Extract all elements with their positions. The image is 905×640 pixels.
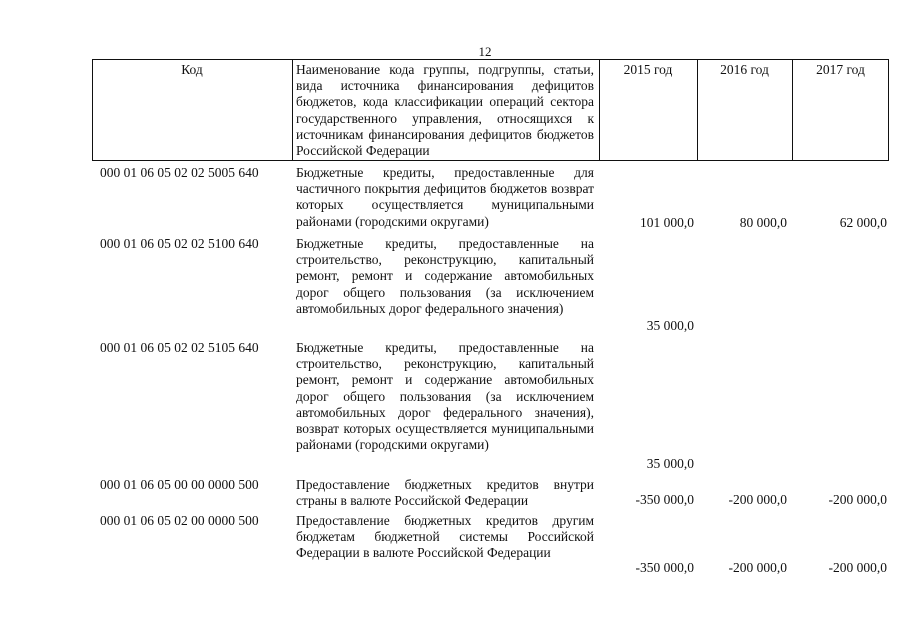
row-value-2017: 62 000,0: [839, 215, 887, 230]
row-value-2017: -200 000,0: [828, 560, 887, 575]
header-name: Наименование кода группы, подгруппы, статьи, вида источника финансирования дефицитов бюджетов, кода классификации операций сектора государственного управления, относящихся к источникам финансирования дефицитов бюджетов Российской Федерации: [296, 62, 594, 159]
header-2015: 2015 год: [623, 62, 673, 77]
header-2016: 2016 год: [720, 62, 769, 77]
row-description: Бюджетные кредиты, предоставленные на строительство, реконструкцию, капитальный ремонт, ремонт и содержание автомобильных дорог общего пользования (за исключением автомобильных дорог федерального значения): [296, 236, 594, 316]
header-2017: 2017 год: [816, 62, 865, 77]
row-description: Предоставление бюджетных кредитов другим бюджетам бюджетной системы Российской Федерации в валюте Российской Федерации: [296, 513, 594, 561]
row-value-2015: -350 000,0: [635, 560, 694, 575]
row-description: Бюджетные кредиты, предоставленные на строительство, реконструкцию, капитальный ремонт, ремонт и содержание автомобильных дорог общего пользования (за исключением автомобильных дорог федерального значения), возврат которых осуществляется муниципальными районами (городскими округами): [296, 340, 594, 453]
row-value-2015: 35 000,0: [646, 456, 694, 471]
row-description: Бюджетные кредиты, предоставленные для частичного покрытия дефицитов бюджетов возврат которых осуществляется муниципальными районами (городскими округами): [296, 165, 594, 229]
header-divider: [292, 59, 293, 161]
row-value-2016: 80 000,0: [739, 215, 787, 230]
page-number: 12: [478, 44, 492, 59]
row-code: 000 01 06 05 00 00 0000 500: [100, 477, 259, 492]
row-value-2017: -200 000,0: [828, 492, 887, 507]
header-code: Код: [181, 62, 203, 77]
row-value-2016: -200 000,0: [728, 560, 787, 575]
row-description: Предоставление бюджетных кредитов внутри страны в валюте Российской Федерации: [296, 477, 594, 509]
row-value-2016: -200 000,0: [728, 492, 787, 507]
row-code: 000 01 06 05 02 00 0000 500: [100, 513, 259, 528]
row-code: 000 01 06 05 02 02 5005 640: [100, 165, 259, 180]
row-value-2015: 35 000,0: [646, 318, 694, 333]
row-code: 000 01 06 05 02 02 5105 640: [100, 340, 259, 355]
row-value-2015: 101 000,0: [640, 215, 694, 230]
row-value-2015: -350 000,0: [635, 492, 694, 507]
row-code: 000 01 06 05 02 02 5100 640: [100, 236, 259, 251]
